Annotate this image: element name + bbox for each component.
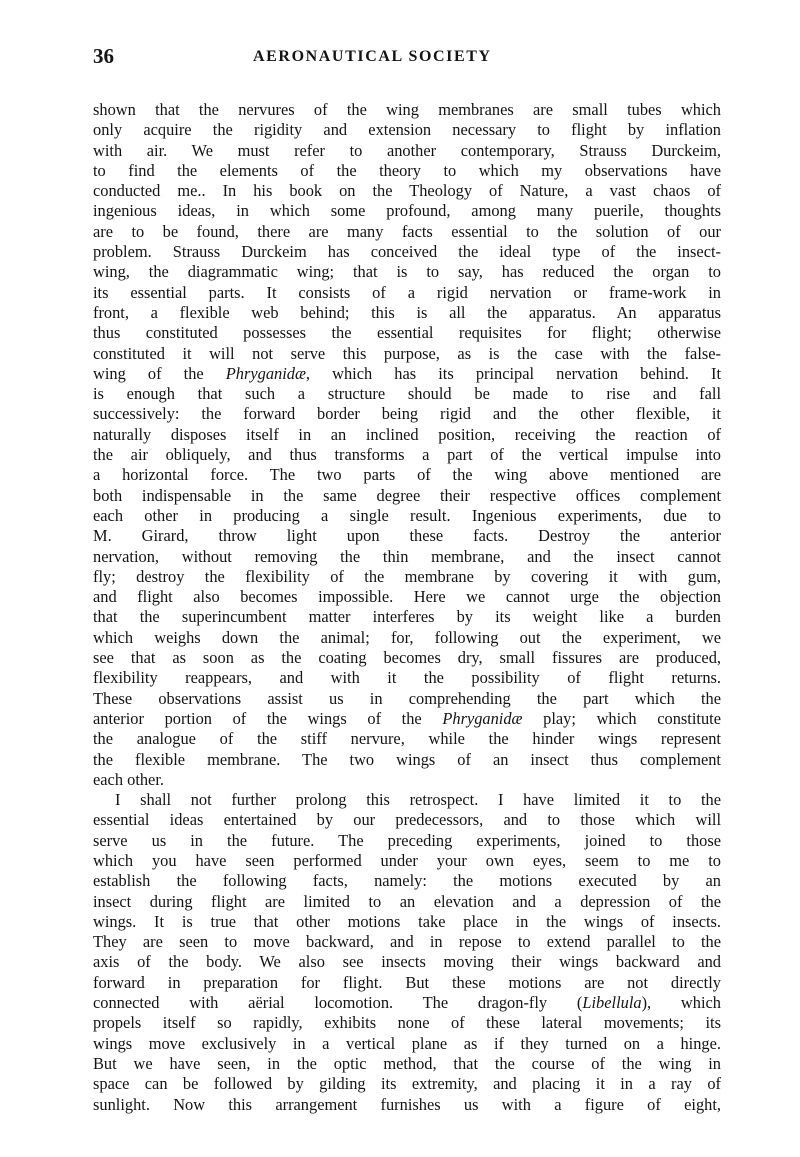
text-line: forward in preparation for flight. But these motions are not directly [93,972,721,992]
text-segment: anterior portion of the wings of the [93,708,443,728]
text-line: These observations assist us in comprehending the part which the [93,688,721,708]
text-line: a horizontal force. The two parts of the wing above mentioned are [93,465,721,485]
text-line: wings. It is true that other motions take place in the wings of insects. [93,911,721,931]
text-segment: wing of the [93,363,226,383]
text-line: is enough that such a structure should be made to rise and fall [93,384,721,404]
text-line: naturally disposes itself in an inclined position, receiving the reaction of [93,424,721,444]
text-line: But we have seen, in the optic method, that the course of the wing in [93,1053,721,1073]
text-line: problem. Strauss Durckeim has conceived the ideal type of the insect- [93,242,721,262]
text-line: each other in producing a single result. Ingenious experiments, due to [93,505,721,525]
text-line: its essential parts. It consists of a rigid nervation or frame-work in [93,282,721,302]
running-title: AERONAUTICAL SOCIETY [253,48,492,65]
text-line: the analogue of the stiff nervure, while the hinder wings represent [93,729,721,749]
text-line: axis of the body. We also see insects moving their wings backward and [93,952,721,972]
text-line: that the superincumbent matter interferes by its weight like a burden [93,607,721,627]
text-segment: connected with aërial locomotion. The dragon-fly ( [93,993,583,1013]
text-line: with air. We must refer to another contemporary, Strauss Durckeim, [93,140,721,160]
text-line: shown that the nervures of the wing membranes are small tubes which [93,100,721,119]
text-line: both indispensable in the same degree their respective offices complement [93,485,721,505]
text-segment: , which has its principal nervation behind. It [305,363,721,383]
text-line: successively: the forward border being rigid and the other flexible, it [93,404,721,424]
text-line: to find the elements of the theory to which my observations have [93,160,721,180]
text-line: see that as soon as the coating becomes dry, small fissures are produced, [93,648,721,668]
italic-term: Phryganidæ [442,708,523,728]
running-head [93,44,721,74]
text-line [93,993,721,1013]
page-number: 36 [93,44,114,68]
italic-term: Libellula [582,993,642,1013]
text-line: and flight also becomes impossible. Here we cannot urge the objection [93,587,721,607]
text-line: ingenious ideas, in which some profound, among many puerile, thoughts [93,201,721,221]
text-line: establish the following facts, namely: the motions executed by an [93,871,721,891]
text-line [93,709,721,729]
text-segment: ), which [641,993,721,1013]
text-line: the flexible membrane. The two wings of an insect thus complement [93,749,721,769]
text-line: nervation, without removing the thin membrane, and the insect cannot [93,546,721,566]
text-line: M. Girard, throw light upon these facts. Destroy the anterior [93,526,721,546]
text-line: They are seen to move backward, and in repose to extend parallel to the [93,932,721,952]
text-line: serve us in the future. The preceding experiments, joined to those [93,830,721,850]
text-line: essential ideas entertained by our predecessors, and to those which will [93,810,721,830]
italic-term: Phryganidæ [225,363,306,383]
text-line: insect during flight are limited to an elevation and a depression of the [93,891,721,911]
text-line: space can be followed by gilding its extremity, and placing it in a ray of [93,1074,721,1094]
text-line: propels itself so rapidly, exhibits none of these lateral movements; its [93,1013,721,1033]
text-line: which you have seen performed under your own eyes, seem to me to [93,850,721,870]
text-line: constituted it will not serve this purpose, as is the case with the false- [93,343,721,363]
text-segment: play; which constitute [522,708,721,728]
text-line: wings move exclusively in a vertical plane as if they turned on a hinge. [93,1033,721,1053]
text-line: only acquire the rigidity and extension necessary to flight by inflation [93,120,721,140]
text-line: thus constituted possesses the essential requisites for flight; otherwise [93,323,721,343]
text-line: sunlight. Now this arrangement furnishes us with a figure of eight, [93,1094,721,1114]
text-line: conducted me.. In his book on the Theology of Nature, a vast chaos of [93,181,721,201]
text-line: wing, the diagrammatic wing; that is to say, has reduced the organ to [93,262,721,282]
text-line: flexibility reappears, and with it the possibility of flight returns. [93,668,721,688]
text-line: which weighs down the animal; for, following out the experiment, we [93,627,721,647]
text-line: I shall not further prolong this retrospect. I have limited it to the [115,790,721,810]
text-line: front, a flexible web behind; this is all the apparatus. An apparatus [93,302,721,322]
text-line: each other. [93,769,164,789]
text-line: the air obliquely, and thus transforms a part of the vertical impulse into [93,445,721,465]
text-line: fly; destroy the flexibility of the membrane by covering it with gum, [93,566,721,586]
text-line [93,364,721,384]
body-text [93,100,721,1115]
text-line: are to be found, there are many facts essential to the solution of our [93,221,721,241]
